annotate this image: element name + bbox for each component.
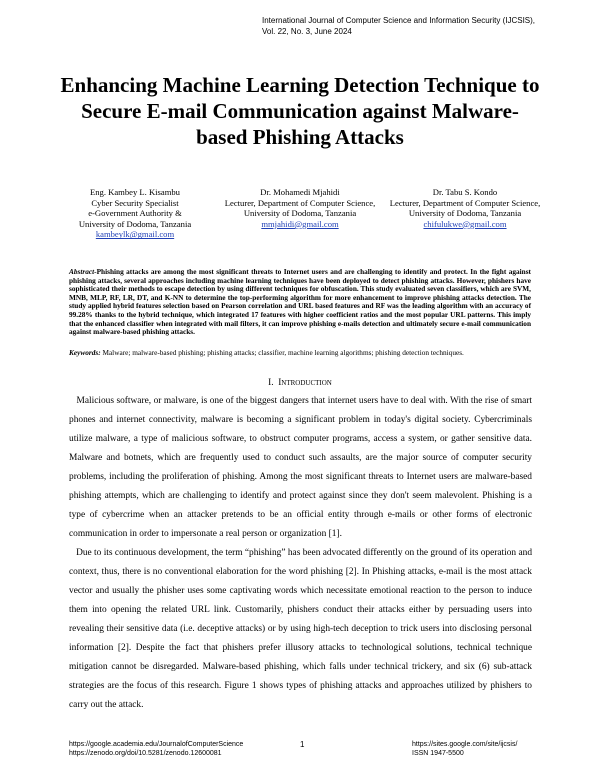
journal-volume: Vol. 22, No. 3, June 2024 xyxy=(262,27,352,36)
author-affiliation: University of Dodoma, Tanzania xyxy=(78,218,192,229)
paragraph-text: Due to its continuous development, the term “phishing” has been advocated differently on the ground of its operation and context, thus, there is no conventional elaboration for the word phishing [2]. In Phishing attacks, e-mail is the most attack vector and usually the phisher uses some captivating words which necessitate emotional reaction to the person to induce them into opening the related URL link. Customarily, phishers conduct their attacks either by persuading users into revealing their sensitive data (i.e. deceptive attacks) or by using high-tech deception to trick users into disclosing personal information [2]. Despite the fact that phishers prefer illusory attacks to technological solutions, technical technique mitigation cannot be disregarded. Malware-based phishing, which falls under technical trickery, and six (6) sub-attack strategies are the focus of this research. Figure 1 shows types of phishing attacks and approaches utilized by phishers to carry out the attack. xyxy=(69,548,533,710)
abstract-label: Abstract xyxy=(69,267,95,276)
abstract-text: -Phishing attacks are among the most significant threats to Internet users and are challenging to identify and protect. In the fight against phishing attacks, several approaches including machine learning techniques have been deployed to detect phishing attacks. However, phishers have sophisticated their methods to escape detection by using different techniques for obfuscation. This study evaluated seven classifiers, which are SVM, MNB, MLP, RF, LR, DT, and K-NN to determine the top-performing algorithm for more enhancement to improve phishing attacks detection. The study applied hybrid features selection based on Pearson correlation and URL based features and RF was the leading algorithm with an accuracy of 99.28% thanks to the hybrid technique, which integrated 17 features with higher coefficient ratios and the most popular URL patterns. This imply that the enhanced classifier when integrated with mail filters, it can improve phishing e-mails detection and ultimately secure e-mail communication against malware-based phishing attacks. xyxy=(69,267,531,337)
footer-academia-link[interactable]: https://google.academia.edu/JournalofComputerScience xyxy=(69,741,244,748)
journal-name: International Journal of Computer Science and Information Security (IJCSIS), xyxy=(262,16,536,25)
author-affiliation: University of Dodoma, Tanzania xyxy=(408,208,522,219)
keywords-label: Keywords: xyxy=(69,348,101,357)
author-affiliation: Lecturer, Department of Computer Science, xyxy=(224,197,376,208)
paragraph-text: Malicious software, or malware, is one of the biggest dangers that internet users have to deal with. With the rise of smart phones and internet connectivity, malware is becoming a significant problem in today's digital society. Cybercriminals utilize malware, a type of malicious software, to obstruct computer programs, access a system, or gather sensitive data. Malware and botnets, which are frequently used to conduct such assaults, are the major source of computer security problems, including the proliferation of phishing. Among the most significant threats to Internet users are malware-based phishing attempts, which are challenging to identify and protect against since they don't seem malevolent. Phishing is a type of cybercrime when an attacker pretends to be an official entity through e-mails or other forms of electronic communication in order to impersonate a real person or organization [1]. xyxy=(69,396,533,539)
author-name: Dr. Mohamedi Mjahidi xyxy=(260,187,340,197)
page-number: 1 xyxy=(300,740,305,749)
paper-title: Enhancing Machine Learning Detection Technique to Secure E-mail Communication against Malware-based Phishing Attacks xyxy=(60,73,540,149)
section-number: I. xyxy=(268,378,274,388)
author-affiliation: Cyber Security Specialist xyxy=(91,197,179,208)
footer-sites-link[interactable]: https://sites.google.com/site/ijcsis/ xyxy=(412,741,518,748)
footer-zenodo-link[interactable]: https://zenodo.org/doi/10.5281/zenodo.12600081 xyxy=(69,750,222,757)
author-2 xyxy=(215,187,385,229)
author-email-link[interactable]: mmjahidi@gmail.com xyxy=(261,218,339,229)
author-affiliation: e-Government Authority & xyxy=(88,208,182,219)
author-3 xyxy=(380,187,550,229)
footer-right xyxy=(412,740,517,758)
author-affiliation: University of Dodoma, Tanzania xyxy=(243,208,357,219)
abstract xyxy=(69,268,531,337)
intro-paragraph-1 xyxy=(69,392,532,544)
section-heading xyxy=(0,378,600,388)
author-email-link[interactable]: chifulukwe@gmail.com xyxy=(423,218,507,229)
author-affiliation: Lecturer, Department of Computer Science, xyxy=(389,197,541,208)
intro-paragraph-2 xyxy=(69,544,532,715)
footer-left xyxy=(69,740,243,758)
keywords-text: Malware; malware-based phishing; phishing attacks; classifier, machine learning algorithms; phishing detection techniques. xyxy=(102,348,464,357)
author-name: Dr. Tabu S. Kondo xyxy=(432,187,498,197)
author-email-link[interactable]: kambeylk@gmail.com xyxy=(95,229,175,240)
journal-header xyxy=(262,15,562,37)
keywords xyxy=(69,349,531,358)
author-1 xyxy=(50,187,220,240)
footer-issn: ISSN 1947-5500 xyxy=(412,750,464,757)
author-name: Eng. Kambey L. Kisambu xyxy=(90,187,180,197)
section-title: Introduction xyxy=(278,378,332,388)
